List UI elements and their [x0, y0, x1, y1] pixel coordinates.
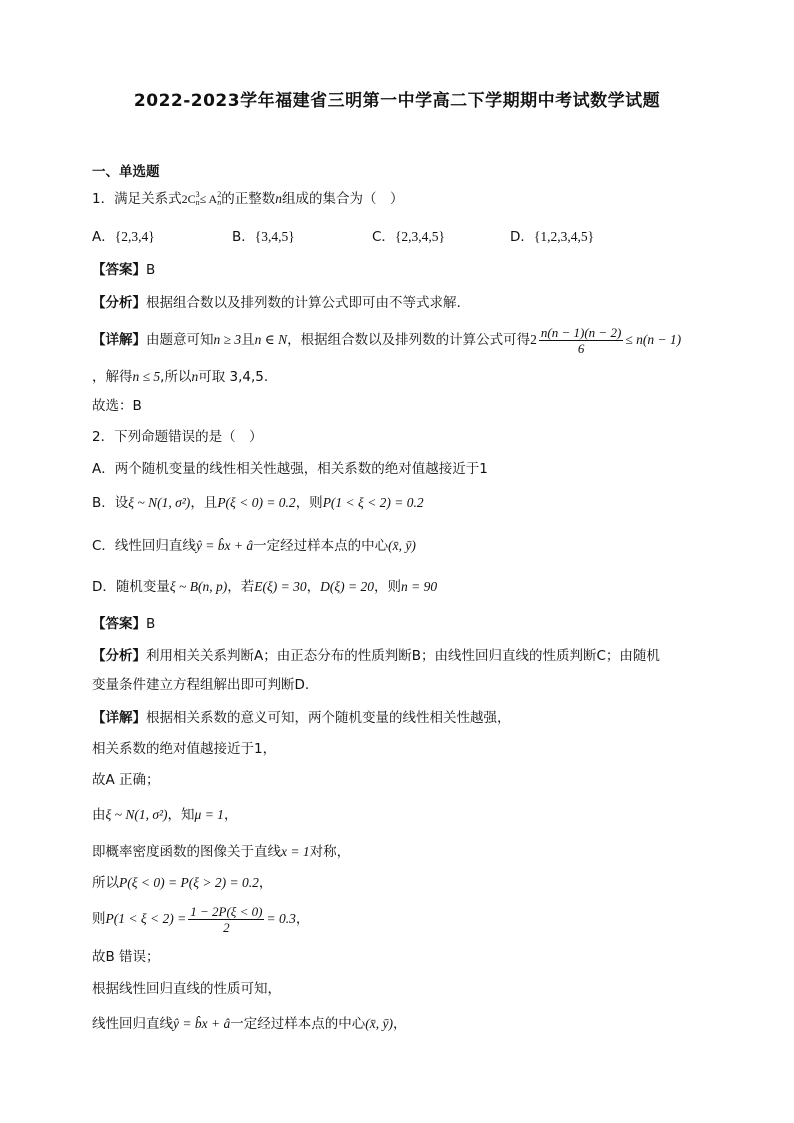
q2-stem: 2．下列命题错误的是（ ） — [92, 429, 263, 445]
q2-option-d: D．随机变量ξ ~ B(n, p)，若E(ξ) = 30，D(ξ) = 20，则n = 90 — [92, 579, 438, 595]
q1-option-a: A．{2,3,4} — [92, 229, 155, 245]
q1-analysis: 【分析】根据组合数以及排列数的计算公式即可由不等式求解. — [92, 295, 461, 311]
q2-analysis-line2: 变量条件建立方程组解出即可判断D. — [92, 677, 310, 693]
q1-detail: 【详解】由题意可知n ≥ 3且n ∈ N，根据组合数以及排列数的计算公式可得2 $\frac{n(n - 1)(n - 2)}{6}$ ≤ n(n − 1) — [92, 324, 682, 356]
q2-fraction: $\frac{1 - 2P(\xi < 0)}{2}$ — [190, 903, 263, 935]
q2-detail-line7: 则P(1 < ξ < 2) = $\frac{1 - 2P(\xi < 0)}{2}$ = 0.3， — [92, 903, 310, 935]
q1-fraction: $\frac{n(n - 1)(n - 2)}{6}$ — [540, 324, 622, 356]
q2-detail-line2: 相关系数的绝对值越接近于1， — [92, 741, 277, 757]
q2-detail-line9: 根据线性回归直线的性质可知， — [92, 981, 281, 997]
q2-detail-line8: 故B 错误； — [92, 949, 160, 965]
q2-option-a: A．两个随机变量的线性相关性越强，相关系数的绝对值越接近于1 — [92, 461, 488, 477]
q1-conclusion: 故选：B — [92, 398, 142, 414]
q2-detail-line3: 故A 正确； — [92, 772, 160, 788]
q2-option-b: B．设ξ ~ N(1, σ²)，且P(ξ < 0) = 0.2，则P(1 < ξ < 2) = 0.2 — [92, 495, 424, 511]
q2-answer: 【答案】B — [92, 616, 156, 632]
q2-detail-line6: 所以P(ξ < 0) = P(ξ > 2) = 0.2， — [92, 875, 273, 891]
q1-stem: 1．满足关系式2C 3 n ≤ A 2 n 的正整数n组成的集合为（ ） — [92, 190, 404, 207]
section-heading: 一、单选题 — [92, 164, 160, 180]
q2-option-c: C．线性回归直线ŷ = b̂x + â一定经过样本点的中心(x̄, ȳ) — [92, 538, 416, 554]
q1-option-b: B．{3,4,5} — [232, 229, 295, 245]
page-title: 2022-2023学年福建省三明第一中学高二下学期期中考试数学试题 — [133, 91, 661, 111]
q1-option-d: D．{1,2,3,4,5} — [510, 229, 595, 245]
q2-analysis-line1: 【分析】利用相关关系判断A；由正态分布的性质判断B；由线性回归直线的性质判断C；由随机 — [92, 648, 660, 664]
q1-option-c: C．{2,3,4,5} — [372, 229, 446, 245]
q2-detail-line4: 由ξ ~ N(1, σ²)，知μ = 1， — [92, 807, 238, 823]
q1-answer: 【答案】B — [92, 262, 156, 278]
q1-detail-line2: ，解得n ≤ 5,所以n可取 3,4,5. — [92, 369, 269, 385]
q2-detail-line1: 【详解】根据相关系数的意义可知，两个随机变量的线性相关性越强， — [92, 710, 511, 726]
q2-detail-line5: 即概率密度函数的图像关于直线x = 1对称， — [92, 844, 351, 860]
q2-detail-line10: 线性回归直线ŷ = b̂x + â一定经过样本点的中心(x̄, ȳ)， — [92, 1016, 407, 1032]
